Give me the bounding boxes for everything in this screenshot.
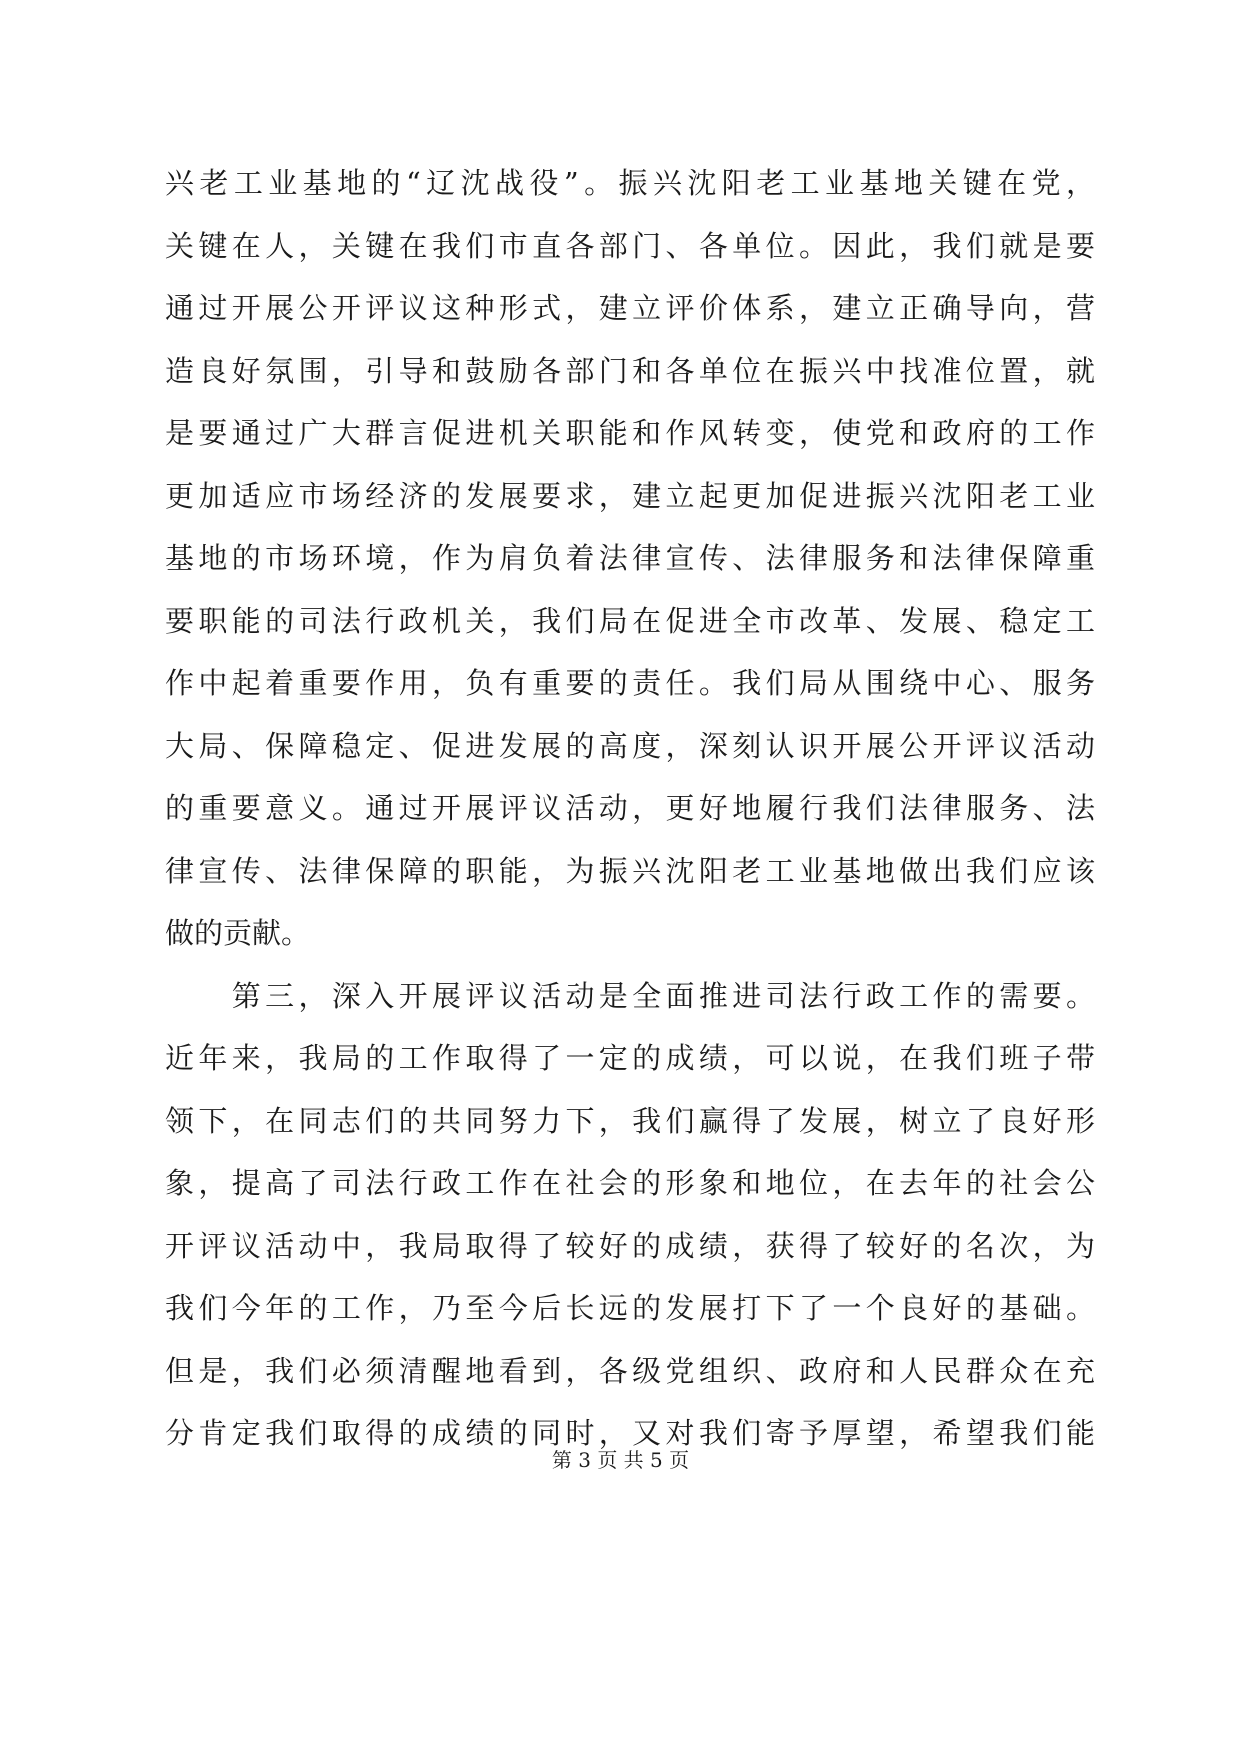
text-line: 要职能的司法行政机关，我们局在促进全市改革、发展、稳定工 <box>165 603 1095 638</box>
text-line: 近年来，我局的工作取得了一定的成绩，可以说，在我们班子带 <box>165 1041 1095 1075</box>
text-line: 我们今年的工作，乃至今后长远的发展打下了一个良好的基础。 <box>165 1291 1095 1325</box>
text-line: 是要通过广大群言促进机关职能和作风转变，使党和政府的工作 <box>165 416 1095 450</box>
text-line: 领下，在同志们的共同努力下，我们赢得了发展，树立了良好形 <box>165 1103 1095 1138</box>
text-line: 大局、保障稳定、促进发展的高度，深刻认识开展公开评议活动 <box>165 728 1095 763</box>
text-line: 通过开展公开评议这种形式，建立评价体系，建立正确导向，营 <box>165 291 1095 325</box>
text-line: 律宣传、法律保障的职能，为振兴沈阳老工业基地做出我们应该 <box>165 853 1095 888</box>
page-number-footer: 第 3 页 共 5 页 <box>551 1448 690 1472</box>
text-line: 分肯定我们取得的成绩的同时，又对我们寄予厚望，希望我们能 <box>165 1416 1095 1450</box>
text-line: 造良好氛围，引导和鼓励各部门和各单位在振兴中找准位置，就 <box>165 353 1095 388</box>
text-line: 的重要意义。通过开展评议活动，更好地履行我们法律服务、法 <box>165 791 1095 825</box>
text-line: 关键在人，关键在我们市直各部门、各单位。因此，我们就是要 <box>165 228 1095 263</box>
text-line: 兴老工业基地的“辽沈战役”。振兴沈阳老工业基地关键在党， <box>165 166 1095 200</box>
text-line: 开评议活动中，我局取得了较好的成绩，获得了较好的名次，为 <box>165 1228 1095 1263</box>
text-line: 象，提高了司法行政工作在社会的形象和地位，在去年的社会公 <box>165 1166 1095 1200</box>
text-line: 做的贡献。 <box>165 916 311 950</box>
text-line: 更加适应市场经济的发展要求，建立起更加促进振兴沈阳老工业 <box>165 478 1095 513</box>
paragraph-start-line: 第三，深入开展评议活动是全面推进司法行政工作的需要。 <box>165 978 1095 1013</box>
text-line: 作中起着重要作用，负有重要的责任。我们局从围绕中心、服务 <box>165 666 1095 700</box>
text-line: 基地的市场环境，作为肩负着法律宣传、法律服务和法律保障重 <box>165 541 1095 575</box>
text-line: 但是，我们必须清醒地看到，各级党组织、政府和人民群众在充 <box>165 1353 1095 1388</box>
